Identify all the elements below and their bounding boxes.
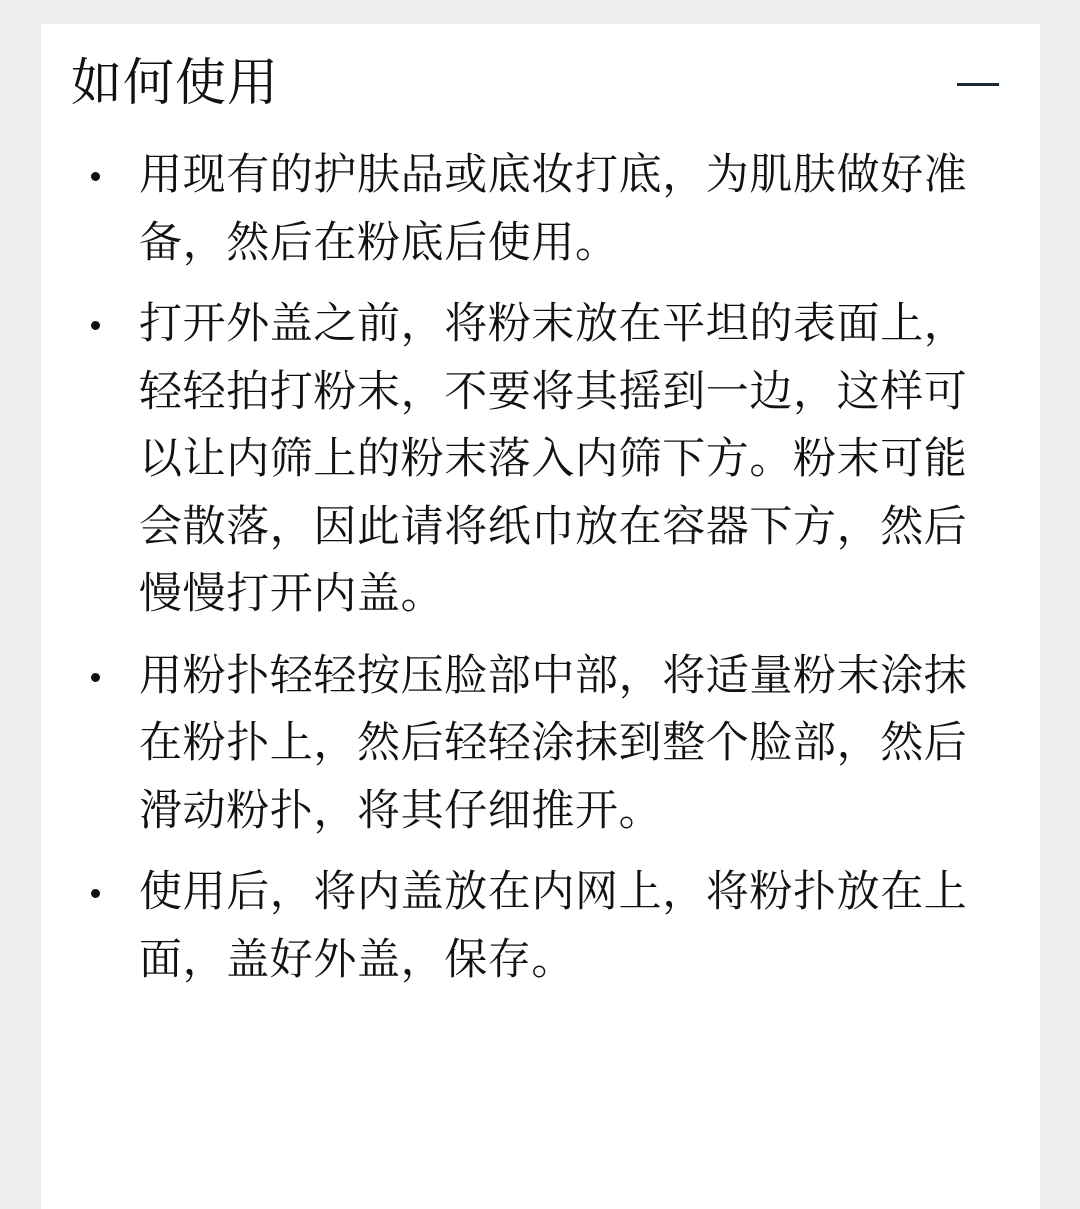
bullet-icon xyxy=(91,321,100,330)
section-title: 如何使用 xyxy=(71,54,280,113)
list-item xyxy=(41,643,1040,846)
instruction-list xyxy=(41,142,1040,1008)
step-text: 用现有的护肤品或底妆打底，为肌肤做好准备，然后在粉底后使用。 xyxy=(139,150,968,268)
bullet-icon xyxy=(91,673,100,682)
step-text: 用粉扑轻轻按压脸部中部，将适量粉末涂抹在粉扑上，然后轻轻涂抹到整个脸部，然后滑动粉扑，将其仔细推开。 xyxy=(139,650,968,836)
step-text: 使用后，将内盖放在内网上，将粉扑放在上面，盖好外盖，保存。 xyxy=(139,867,968,985)
collapse-button[interactable] xyxy=(956,62,1000,106)
section-header[interactable] xyxy=(71,48,1000,120)
step-text: 打开外盖之前，将粉末放在平坦的表面上，轻轻拍打粉末，不要将其摇到一边，这样可以让内筛上的粉末落入内筛下方。粉末可能会散落，因此请将纸巾放在容器下方，然后慢慢打开内盖。 xyxy=(139,299,968,619)
list-item xyxy=(41,291,1040,629)
bullet-icon xyxy=(91,889,100,898)
how-to-use-panel xyxy=(41,24,1040,1209)
minus-icon xyxy=(957,83,999,86)
list-item xyxy=(41,142,1040,277)
list-item xyxy=(41,859,1040,994)
bullet-icon xyxy=(91,172,100,181)
